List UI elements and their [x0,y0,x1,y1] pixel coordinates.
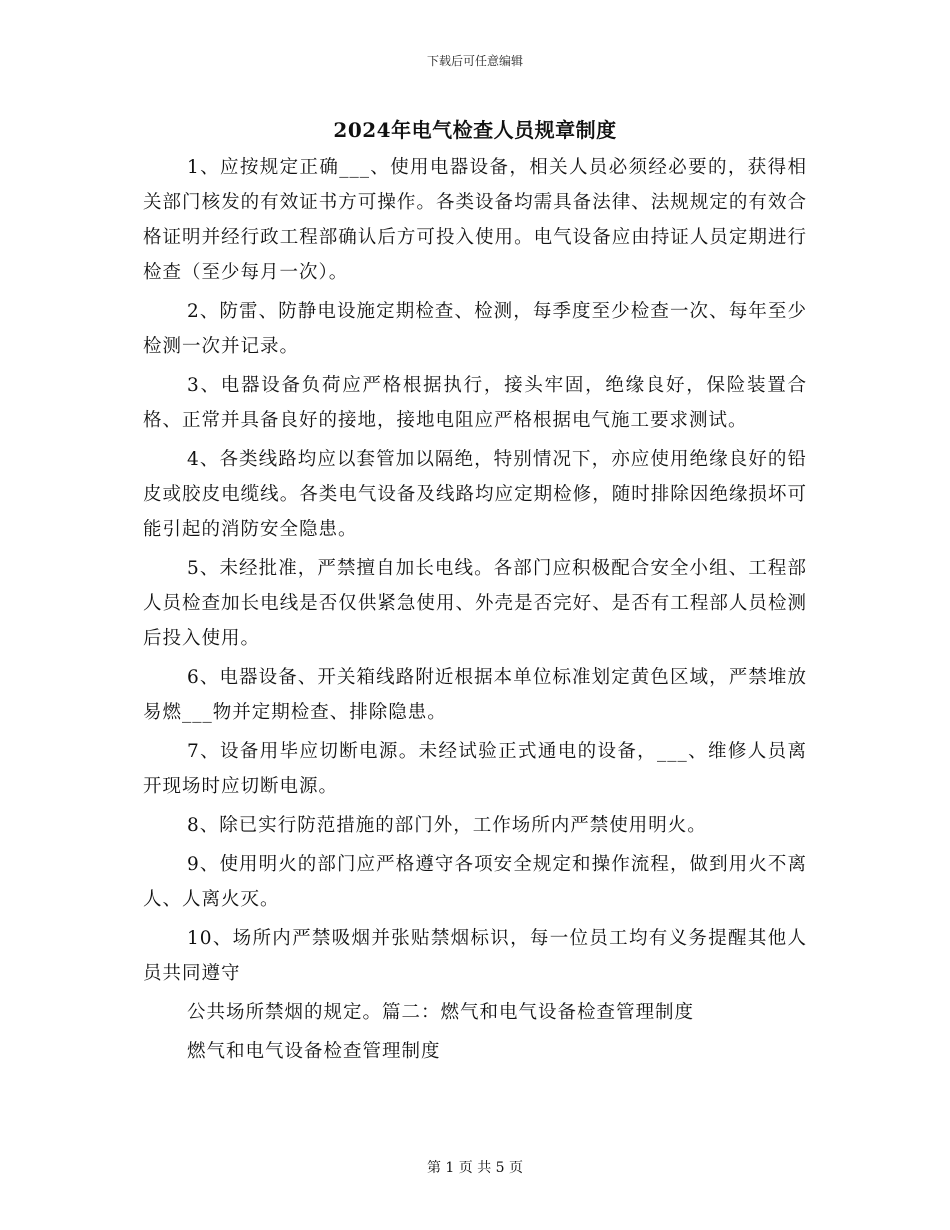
paragraph-1: 1、应按规定正确___、使用电器设备，相关人员必须经必要的，获得相关部门核发的有效证书方可操作。各类设备均需具备法律、法规规定的有效合格证明并经行政工程部确认后方可投入使用。电气设备应由持证人员定期进行检查（至少每月一次）。 [143,157,807,283]
paragraph-12: 燃气和电气设备检查管理制度 [187,1041,441,1062]
page-footer: 第 1 页 共 5 页 [426,1160,524,1176]
paragraph-5: 5、未经批准，严禁擅自加长电线。各部门应积极配合安全小组、工程部人员检查加长电线是否仅供紧急使用、外壳是否完好、是否有工程部人员检测后投入使用。 [143,558,807,649]
paragraph-7: 7、设备用毕应切断电源。未经试验正式通电的设备，___、维修人员离开现场时应切断电源。 [143,741,807,797]
page-header: 下载后可任意编辑 [426,54,523,68]
paragraph-10: 10、场所内严禁吸烟并张贴禁烟标识，每一位员工均有义务提醒其他人员共同遵守 [143,928,807,984]
paragraph-2: 2、防雷、防静电设施定期检查、检测，每季度至少检查一次、每年至少检测一次并记录。 [143,301,807,357]
paragraph-4: 4、各类线路均应以套管加以隔绝，特别情况下，亦应使用绝缘良好的铅皮或胶皮电缆线。各类电气设备及线路均应定期检修，随时排除因绝缘损坏可能引起的消防安全隐患。 [143,449,807,540]
paragraph-11: 公共场所禁烟的规定。篇二：燃气和电气设备检查管理制度 [187,1002,695,1023]
document-body [143,150,807,1073]
document-title: 2024年电气检查人员规章制度 [333,118,617,142]
paragraph-6: 6、电器设备、开关箱线路附近根据本单位标准划定黄色区域，严禁堆放易燃___物并定期检查、排除隐患。 [143,667,807,723]
paragraph-8: 8、除已实行防范措施的部门外，工作场所内严禁使用明火。 [187,815,707,836]
paragraph-3: 3、电器设备负荷应严格根据执行，接头牢固，绝缘良好，保险装置合格、正常并具备良好的接地，接地电阻应严格根据电气施工要求测试。 [143,375,807,431]
paragraph-9: 9、使用明火的部门应严格遵守各项安全规定和操作流程，做到用火不离人、人离火灭。 [143,854,807,910]
